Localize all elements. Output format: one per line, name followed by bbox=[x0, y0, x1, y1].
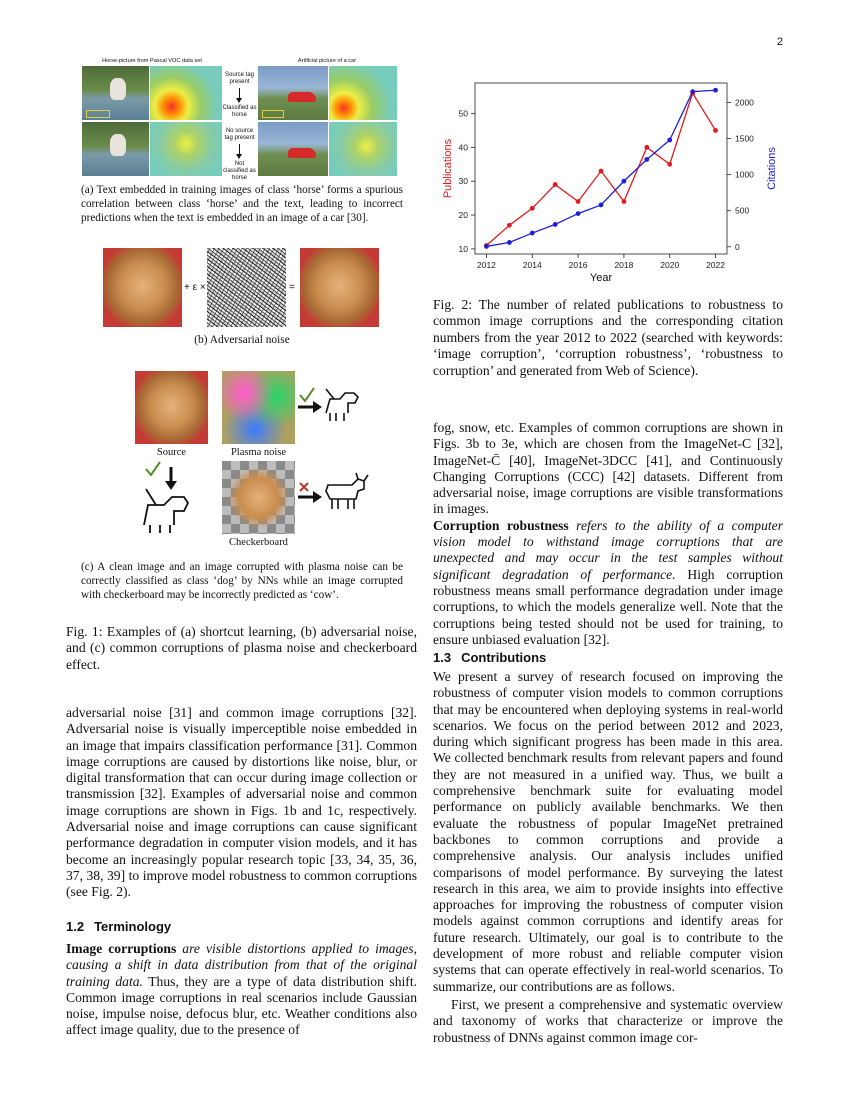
fig2-chart bbox=[433, 75, 783, 290]
y-left-axis-label: Publications bbox=[442, 138, 454, 199]
down-arrow-icon bbox=[165, 467, 177, 490]
x-tick-label: 2022 bbox=[706, 260, 726, 270]
plasma-label: Plasma noise bbox=[230, 447, 287, 458]
paragraph: First, we present a comprehensive and systematic overview and taxonomy of works that characterize or improve the robustness of DNNs against common image cor- bbox=[433, 996, 783, 1045]
y-right-axis-label: Citations bbox=[766, 147, 778, 190]
horse-heatmap-untagged bbox=[150, 122, 222, 176]
term-italic: are visible distortions applied to images, causing a shift in data distribution from that of the original training data. bbox=[66, 941, 417, 989]
source-label: Source bbox=[156, 447, 187, 458]
section-title: Terminology bbox=[94, 919, 172, 934]
dog-clean-image bbox=[103, 248, 182, 327]
horse-photo-tagged bbox=[82, 66, 149, 120]
corruption-robustness-bold: Corruption robustness bbox=[433, 517, 569, 533]
page-number: 2 bbox=[776, 36, 783, 48]
data-point-right bbox=[622, 179, 627, 184]
plot-frame bbox=[475, 83, 727, 254]
check-icon bbox=[300, 388, 314, 401]
section-number: 1.3 bbox=[433, 650, 452, 665]
data-point-right bbox=[553, 222, 558, 227]
fig1a-caption: (a) Text embedded in training images of class ‘horse’ forms a spurious correlation between class ‘horse’ and the text, leading to incorrect predictions when the text is embedded in an image of a car [30]. bbox=[81, 184, 403, 224]
cross-icon bbox=[300, 483, 308, 491]
data-point-right bbox=[576, 211, 581, 216]
data-point-left bbox=[713, 128, 718, 133]
check-icon bbox=[146, 462, 160, 475]
x-tick-label: 2018 bbox=[614, 260, 634, 270]
term-rest: Thus, they are a type of data distribution shift. Common image corruptions in real scenarios include Gaussian noise, impulse noise, defocus blur, etc. Weather conditions also affect image quality, due to the presence of bbox=[66, 973, 417, 1038]
contributions-text bbox=[433, 669, 783, 1046]
fig1a-label-not-horse: Not classified as horse bbox=[223, 161, 256, 181]
dog-adversarial-image bbox=[300, 248, 379, 327]
y-left-tick-label: 40 bbox=[458, 142, 468, 153]
cow-icon bbox=[326, 473, 368, 509]
x-tick-label: 2012 bbox=[476, 260, 496, 270]
car-photo-untagged bbox=[258, 122, 328, 176]
fig2-caption: Fig. 2: The number of related publications to robustness to common image corruptions and the corresponding citation numbers from the year 2012 to 2022 (searched with keywords: ‘image corruption’, ‘corruption robustness’, ‘robustness to corruption’ and generated from Web of Science). bbox=[433, 297, 783, 378]
y-left-tick-label: 10 bbox=[458, 243, 468, 254]
data-point-right bbox=[484, 244, 489, 249]
fig1b-equals: = bbox=[289, 282, 295, 293]
data-point-right bbox=[599, 203, 604, 208]
y-right-tick-label: 500 bbox=[735, 205, 750, 216]
x-axis-label: Year bbox=[589, 272, 613, 284]
paragraph bbox=[66, 941, 417, 1039]
fig1c-icons bbox=[130, 385, 370, 535]
section-heading-contributions bbox=[433, 650, 546, 665]
car-photo-tagged bbox=[258, 66, 328, 120]
paragraph: We present a survey of research focused on improving the robustness of computer vision models to common corruptions that may be encountered when deploying systems in real-world scenarios. We focus on the period between 2012 and 2023, during which significant progress has been made in this area. We collected benchmark results from relevant papers and found they are not measured in a unified way. Thus, we built a comprehensive benchmark suite for evaluating model performance on publicly available benchmarks. We then evaluate the robustness of popular ImageNet pretrained backbones to common corruptions and provide a comprehensive analysis. Our analysis includes unified comparisons of model performance. By surveying the latest research in this area, we aim to provide insights into effective approaches for improving the robustness of computer vision models against common corruptions and identify areas for future research. Ultimately, our goal is to contribute to the development of more robust and reliable computer vision systems that can operate effectively in real-world scenarios. To summarize, our contributions are as follows. bbox=[433, 669, 783, 994]
guide-dog-icon-top bbox=[326, 389, 358, 421]
data-point-right bbox=[644, 157, 649, 162]
left-column-text bbox=[66, 705, 417, 901]
data-point-right bbox=[667, 138, 672, 143]
data-point-left bbox=[599, 169, 604, 174]
corruption-robustness-italic: refers to the ability of a computer vision model to withstand image corruptions that are unexpected and may occur in the test samples without significant degradation of performance. bbox=[433, 517, 783, 582]
paragraph: adversarial noise [31] and common image corruptions [32]. Adversarial noise is visually imperceptible noise embedded in an image that impairs classification performance [31]. Common image corruptions are caused by distortions like noise, blur, or digital transformation that can occur during image collection or transmission [32]. Examples of adversarial noise and common image corruptions are shown in Figs. 1b and 1c, respectively. Adversarial noise and image corruptions can cause significant performance degradation in computer vision models, and it has become an increasingly popular research topic [33, 34, 35, 36, 37, 38, 39] to improve model robustness to common corruptions (see Fig. 2). bbox=[66, 705, 417, 900]
horse-heatmap-tagged bbox=[150, 66, 222, 120]
fig1-caption: Fig. 1: Examples of (a) shortcut learning, (b) adversarial noise, and (c) common corruptions of plasma noise and checkerboard effect. bbox=[66, 624, 417, 672]
y-right-tick-label: 1000 bbox=[735, 169, 754, 180]
adversarial-noise-image bbox=[207, 248, 286, 327]
y-right-tick-label: 2000 bbox=[735, 97, 754, 108]
guide-dog-icon-bottom bbox=[144, 489, 188, 533]
data-point-left bbox=[553, 182, 558, 187]
data-point-left bbox=[576, 199, 581, 204]
figure-1a bbox=[82, 58, 397, 181]
y-left-tick-label: 50 bbox=[458, 108, 468, 119]
fig1a-right-title: Artificial picture of a car bbox=[297, 58, 357, 64]
paragraph bbox=[433, 518, 783, 648]
data-point-left bbox=[644, 145, 649, 150]
data-point-right bbox=[713, 88, 718, 93]
x-tick-label: 2014 bbox=[522, 260, 542, 270]
fig1b-plus-epsilon: + ε × bbox=[184, 282, 206, 293]
right-column-text bbox=[433, 420, 783, 648]
car-heatmap-untagged bbox=[329, 122, 397, 176]
y-right-tick-label: 0 bbox=[735, 241, 740, 252]
data-point-left bbox=[622, 199, 627, 204]
section-heading-terminology bbox=[66, 919, 171, 934]
corruption-robustness-rest: High corruption robustness means small performance degradation under image corruptions, to which the models generalize well. Note that the corruptions being tested should not be used for training, to ensure unbiased evaluation [32]. bbox=[433, 566, 783, 647]
section-title: Contributions bbox=[461, 650, 547, 665]
x-tick-label: 2020 bbox=[660, 260, 680, 270]
car-heatmap-tagged bbox=[329, 66, 397, 120]
fig1a-left-title: Horse-picture from Pascal VOC data set bbox=[102, 58, 202, 64]
horse-photo-untagged bbox=[82, 122, 149, 176]
fig1b-caption: (b) Adversarial noise bbox=[194, 334, 290, 346]
data-point-right bbox=[530, 231, 535, 236]
data-point-right bbox=[507, 240, 512, 245]
y-left-tick-label: 20 bbox=[458, 210, 468, 221]
section-number: 1.2 bbox=[66, 919, 85, 934]
right-arrow-icon bbox=[298, 491, 322, 503]
y-right-tick-label: 1500 bbox=[735, 133, 754, 144]
terminology-text bbox=[66, 941, 417, 1039]
fig1c-caption: (c) A clean image and an image corrupted with plasma noise can be correctly classified as class ‘dog’ by NNs while an image corrupted with checkerboard may be incorrectly predicted as ‘cow’. bbox=[81, 561, 403, 601]
data-point-left bbox=[530, 206, 535, 211]
fig1a-label-no-source: No source tag present bbox=[224, 128, 255, 141]
data-point-left bbox=[507, 223, 512, 228]
data-point-right bbox=[690, 89, 695, 94]
fig1a-label-source-present: Source tag present bbox=[224, 72, 255, 85]
term-bold: Image corruptions bbox=[66, 941, 177, 956]
right-arrow-icon bbox=[298, 401, 322, 413]
paragraph: fog, snow, etc. Examples of common corruptions are shown in Figs. 3b to 3e, which are chosen from the ImageNet-C [32], ImageNet-C̄ [40], ImageNet-3DCC [41], and Continuously Changing Corruptions (CCC) [42] datasets. Different from adversarial noise, image corruptions are visible transformations in images. bbox=[433, 420, 783, 517]
fig1a-label-classified-horse: Classified as horse bbox=[222, 105, 257, 118]
x-tick-label: 2016 bbox=[568, 260, 588, 270]
y-left-tick-label: 30 bbox=[458, 176, 468, 187]
data-point-left bbox=[667, 162, 672, 167]
checkerboard-label: Checkerboard bbox=[229, 537, 288, 548]
series-line-right bbox=[486, 90, 715, 246]
